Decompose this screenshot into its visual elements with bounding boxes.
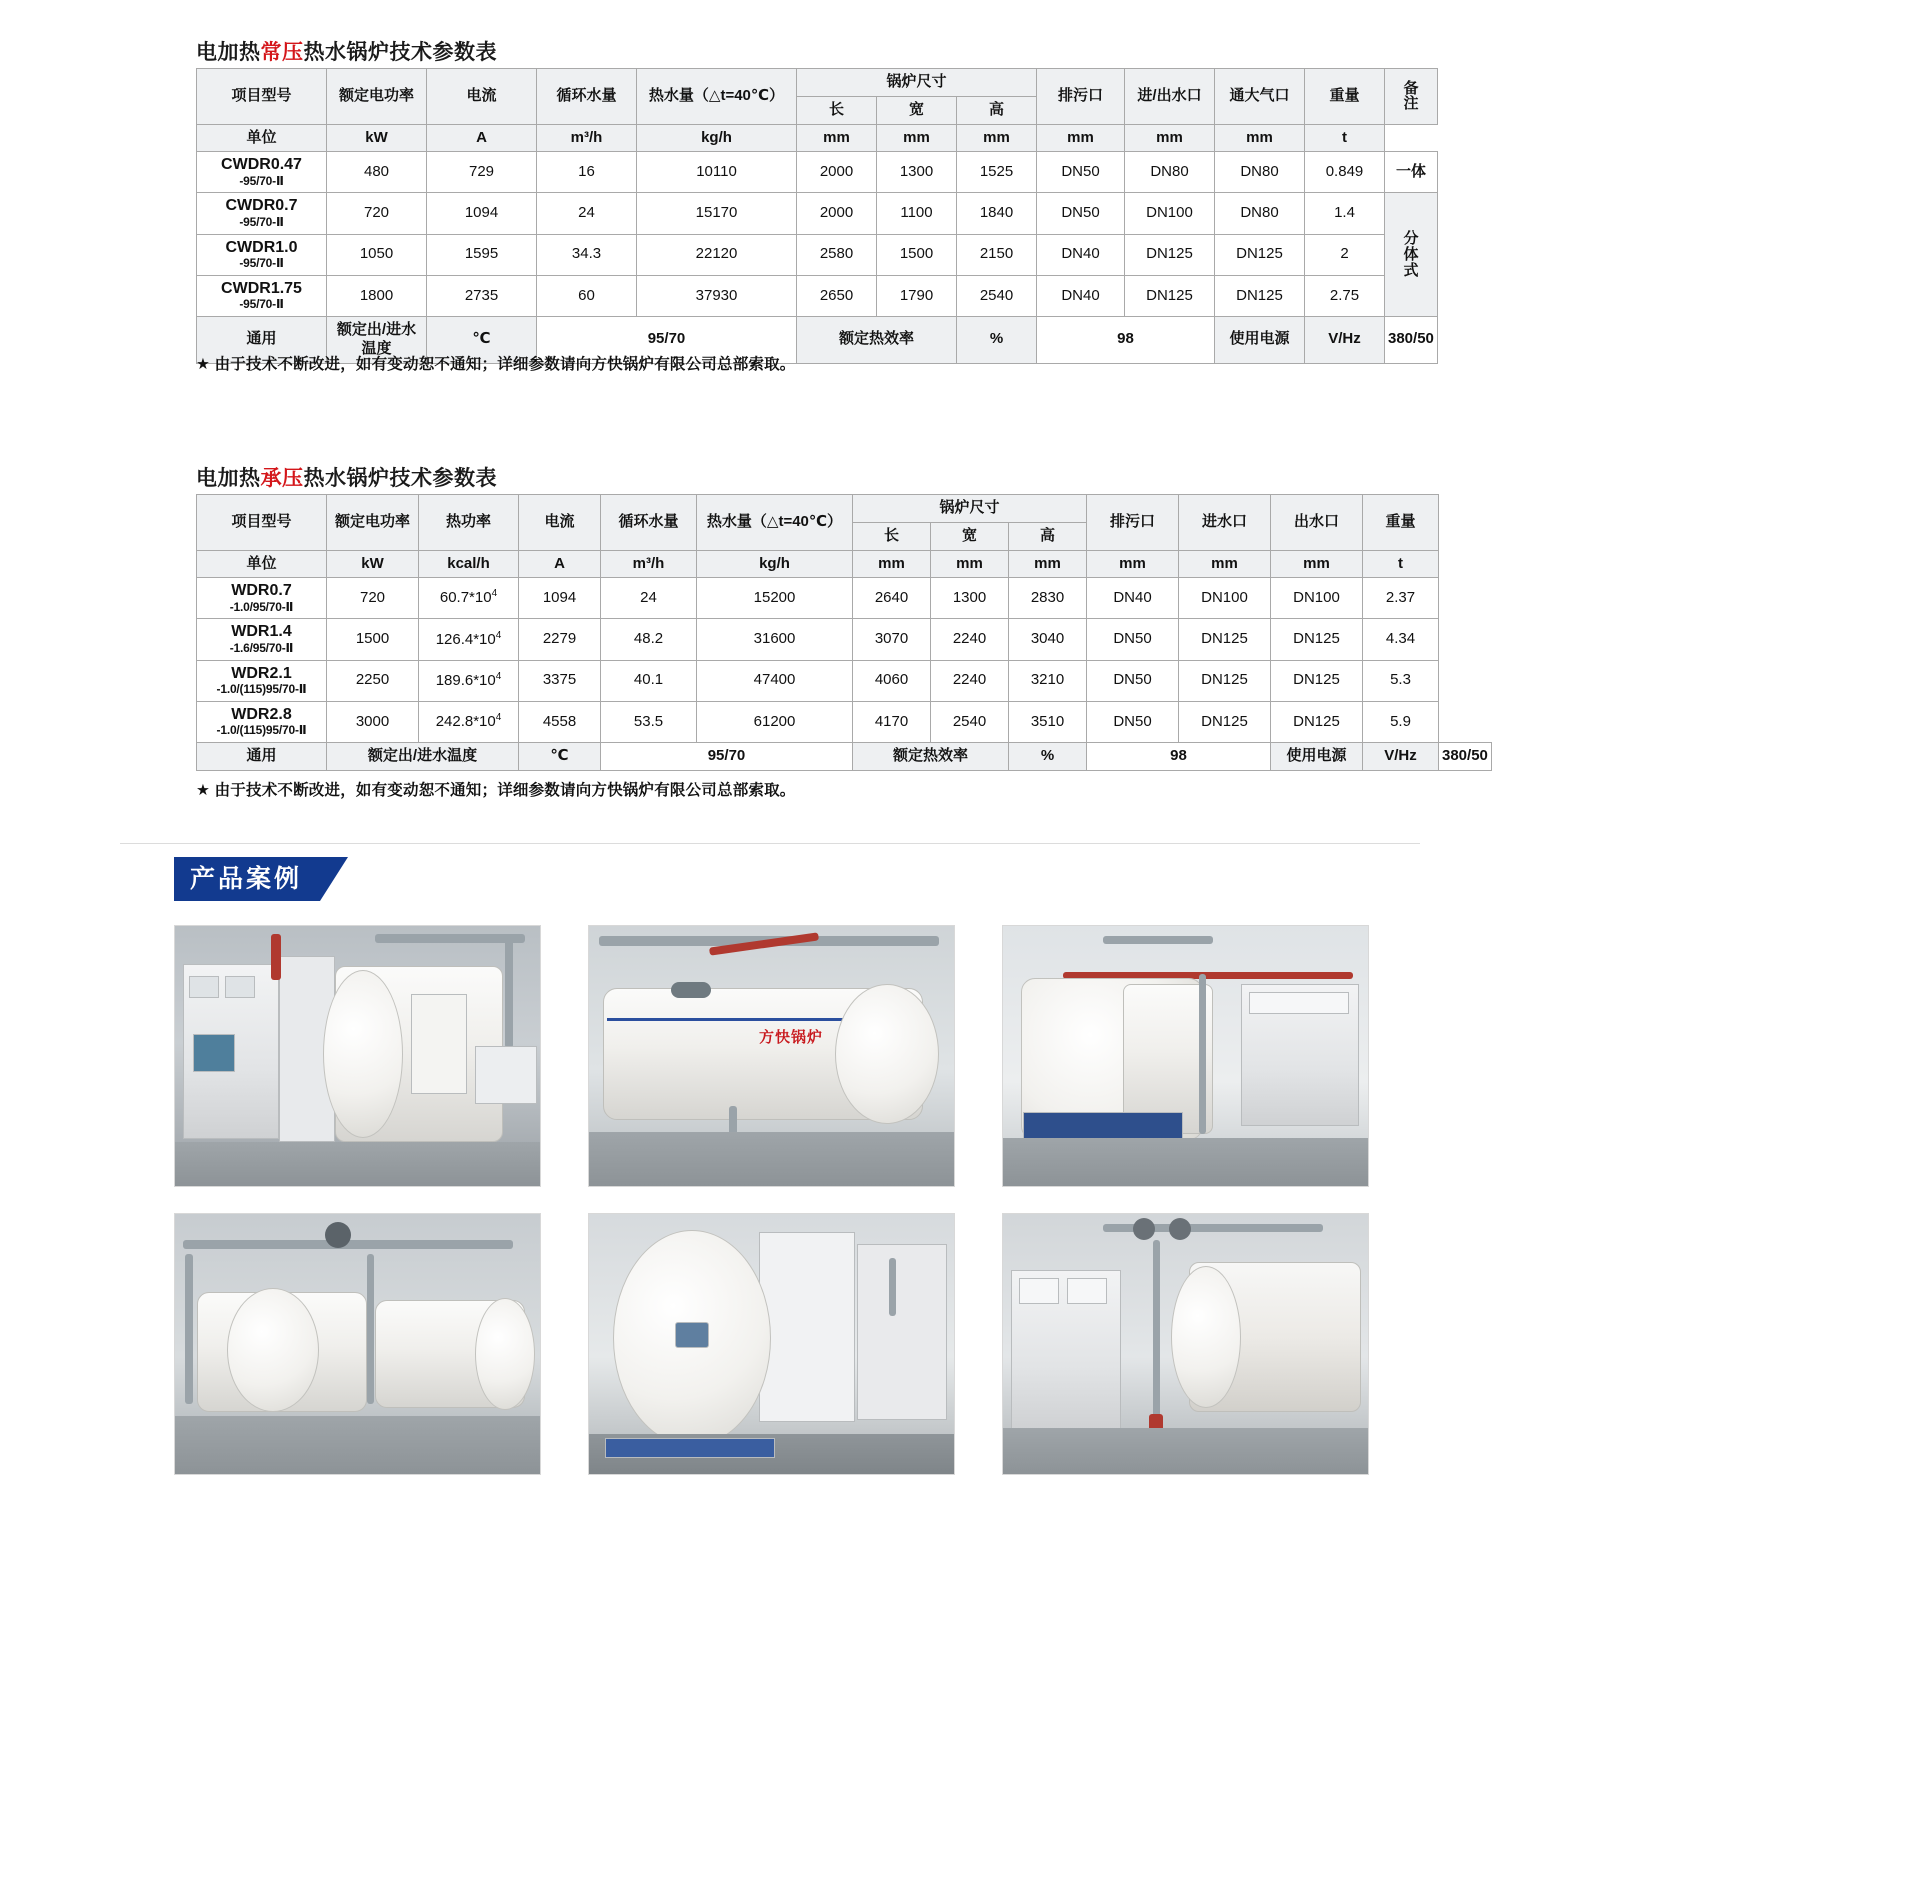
cell-model (197, 619, 327, 660)
th-length: 长 (853, 522, 931, 550)
cell-width: 1100 (877, 193, 957, 234)
cell-model (197, 660, 327, 701)
panel-meter-2 (1067, 1278, 1107, 1304)
table-row (197, 619, 1492, 660)
cell-circulating-water: 48.2 (601, 619, 697, 660)
section2-title-suffix: 热水锅炉技术参数表 (303, 467, 497, 490)
cabinet-hmi-screen (193, 1034, 235, 1072)
unit-inlet: mm (1179, 550, 1271, 578)
th-height: 高 (1009, 522, 1087, 550)
cell-drain: DN50 (1087, 660, 1179, 701)
model-suffix: -1.0/(115)95/70-Ⅱ (216, 723, 307, 738)
th-rated-power: 额定电功率 (327, 69, 427, 125)
cell-circulating-water: 53.5 (601, 701, 697, 742)
cell-outlet: DN125 (1271, 701, 1363, 742)
th-rated-power: 额定电功率 (327, 495, 419, 551)
pressurized-boiler-spec-table (196, 494, 1492, 771)
cell-height: 3040 (1009, 619, 1087, 660)
cell-current: 1595 (427, 234, 537, 275)
th-drain: 排污口 (1087, 495, 1179, 551)
cell-weight: 2.75 (1305, 275, 1385, 316)
cell-remark-split: 分 体 式 (1385, 193, 1438, 317)
cell-drain: DN50 (1037, 193, 1125, 234)
footer-temp-label: 额定出/进水温度 (327, 317, 427, 364)
footer-power-unit: V/Hz (1363, 743, 1439, 771)
unit-vent: mm (1215, 124, 1305, 152)
unit-height: mm (957, 124, 1037, 152)
floor (175, 1142, 540, 1186)
footer-eff-unit: % (1009, 743, 1087, 771)
th-weight: 重量 (1363, 495, 1439, 551)
th-inlet: 进水口 (1179, 495, 1271, 551)
table-row (197, 193, 1438, 234)
cell-rated-power: 1500 (327, 619, 419, 660)
unit-label: 单位 (197, 550, 327, 578)
cell-weight: 5.3 (1363, 660, 1439, 701)
model-suffix: -95/70-Ⅱ (239, 173, 284, 188)
cell-hot-water: 31600 (697, 619, 853, 660)
cell-circulating-water: 60 (537, 275, 637, 316)
cell-rated-power: 1050 (327, 234, 427, 275)
model-suffix: -95/70-Ⅱ (239, 256, 284, 271)
cell-width: 2240 (931, 619, 1009, 660)
model-suffix: -95/70-Ⅱ (239, 214, 284, 229)
th-thermal-power: 热功率 (419, 495, 519, 551)
model-name: CWDR0.47 (221, 156, 302, 174)
vertical-pipe-left (185, 1254, 193, 1404)
table-header-row (197, 69, 1438, 97)
th-model: 项目型号 (197, 495, 327, 551)
unit-label: 单位 (197, 124, 327, 152)
cell-vent: DN80 (1215, 152, 1305, 193)
table-footer-row (197, 743, 1492, 771)
cell-weight: 0.849 (1305, 152, 1385, 193)
unit-height: mm (1009, 550, 1087, 578)
section2-note: ★ 由于技术不断改进，如有变动恕不通知；详细参数请向方快锅炉有限公司总部索取。 (196, 782, 796, 799)
cell-inout-water: DN80 (1125, 152, 1215, 193)
cell-hot-water: 61200 (697, 701, 853, 742)
cell-current: 1094 (519, 578, 601, 619)
panel-meter-1 (1019, 1278, 1059, 1304)
cell-width: 2540 (931, 701, 1009, 742)
cell-current: 3375 (519, 660, 601, 701)
banner-divider (120, 843, 1420, 844)
th-circulating-water: 循环水量 (537, 69, 637, 125)
unit-outlet: mm (1271, 550, 1363, 578)
cell-vent: DN125 (1215, 275, 1305, 316)
model-name: WDR2.1 (231, 664, 292, 682)
thermal-power-exponent: 4 (495, 712, 502, 724)
footer-temp-label: 额定出/进水温度 (327, 743, 519, 771)
cell-rated-power: 1800 (327, 275, 427, 316)
th-current: 电流 (519, 495, 601, 551)
cell-inout-water: DN125 (1125, 275, 1215, 316)
cell-length: 2650 (797, 275, 877, 316)
footer-power-unit: V/Hz (1305, 317, 1385, 364)
boiler-front-door-right (475, 1298, 535, 1410)
model-suffix: -1.0/95/70-Ⅱ (229, 599, 294, 614)
cell-length: 4060 (853, 660, 931, 701)
door-nameplate (675, 1322, 709, 1348)
cell-rated-power: 2250 (327, 660, 419, 701)
unit-drain: mm (1087, 550, 1179, 578)
unit-width: mm (931, 550, 1009, 578)
cell-height: 2540 (957, 275, 1037, 316)
cell-current: 1094 (427, 193, 537, 234)
thermal-power-base: 242.8*10 (435, 713, 496, 731)
cell-model (197, 193, 327, 234)
th-boiler-size: 锅炉尺寸 (853, 495, 1087, 523)
valve-handwheel (325, 1222, 351, 1248)
model-name: CWDR0.7 (225, 197, 298, 215)
cell-inlet: DN125 (1179, 619, 1271, 660)
cell-length: 2580 (797, 234, 877, 275)
unit-circulating-water: m³/h (601, 550, 697, 578)
cell-inlet: DN125 (1179, 701, 1271, 742)
th-width: 宽 (877, 96, 957, 124)
cell-current: 4558 (519, 701, 601, 742)
unit-rated-power: kW (327, 124, 427, 152)
photo-twin-boilers[interactable] (174, 1213, 541, 1475)
model-name: WDR2.8 (231, 705, 292, 723)
product-cases-banner (174, 857, 348, 901)
cell-drain: DN50 (1037, 152, 1125, 193)
footer-eff-value: 98 (1037, 317, 1215, 364)
unit-inout-water: mm (1125, 124, 1215, 152)
cell-height: 2150 (957, 234, 1037, 275)
footer-eff-unit: % (957, 317, 1037, 364)
model-suffix: -1.6/95/70-Ⅱ (229, 640, 294, 655)
footer-power-value: 380/50 (1439, 743, 1492, 771)
cell-drain: DN40 (1087, 578, 1179, 619)
thermal-power-base: 189.6*10 (435, 671, 496, 689)
cell-weight: 4.34 (1363, 619, 1439, 660)
cabinet-meter-1 (189, 976, 219, 998)
footer-temp-value: 95/70 (537, 317, 797, 364)
table-row (197, 152, 1438, 193)
cell-rated-power: 720 (327, 578, 419, 619)
cell-length: 2000 (797, 152, 877, 193)
boiler-front-door (323, 970, 403, 1138)
cell-inlet: DN125 (1179, 660, 1271, 701)
footer-common: 通用 (197, 743, 327, 771)
product-cases-grid (174, 925, 1746, 1475)
cell-vent: DN125 (1215, 234, 1305, 275)
unit-hot-water: kg/h (637, 124, 797, 152)
table-unit-row (197, 550, 1492, 578)
cell-length: 2640 (853, 578, 931, 619)
photo-boiler-front-door[interactable] (588, 1213, 955, 1475)
photo-control-cabinet-boiler[interactable] (174, 925, 541, 1187)
cell-vent: DN80 (1215, 193, 1305, 234)
unit-hot-water: kg/h (697, 550, 853, 578)
floor (1003, 1138, 1368, 1186)
unit-drain: mm (1037, 124, 1125, 152)
cell-drain: DN40 (1037, 275, 1125, 316)
th-model: 项目型号 (197, 69, 327, 125)
cell-model (197, 701, 327, 742)
cell-inlet: DN100 (1179, 578, 1271, 619)
cell-hot-water: 15200 (697, 578, 853, 619)
photo-horizontal-boiler-logo[interactable] (588, 925, 955, 1187)
cell-circulating-water: 34.3 (537, 234, 637, 275)
footer-power-label: 使用电源 (1215, 317, 1305, 364)
banner-arrow-shape (320, 857, 348, 901)
pressure-gauge-2 (1169, 1218, 1191, 1240)
footer-eff-value: 98 (1087, 743, 1271, 771)
table-row (197, 234, 1438, 275)
cell-model (197, 234, 327, 275)
floor (1003, 1428, 1368, 1474)
boiler-base-frame (605, 1438, 775, 1458)
th-current: 电流 (427, 69, 537, 125)
cell-drain: DN50 (1087, 701, 1179, 742)
cell-length: 4170 (853, 701, 931, 742)
footer-common: 通用 (197, 317, 327, 364)
secondary-cabinet (857, 1244, 947, 1420)
cell-thermal-power (419, 701, 519, 742)
cell-rated-power: 720 (327, 193, 427, 234)
footer-eff-label: 额定热效率 (853, 743, 1009, 771)
section1-note: ★ 由于技术不断改进，如有变动恕不通知；详细参数请向方快锅炉有限公司总部索取。 (196, 356, 796, 373)
cell-height: 1525 (957, 152, 1037, 193)
thermal-power-exponent: 4 (491, 588, 498, 600)
cell-height: 2830 (1009, 578, 1087, 619)
cell-outlet: DN125 (1271, 660, 1363, 701)
table-row (197, 275, 1438, 316)
cell-circulating-water: 24 (537, 193, 637, 234)
th-outlet: 出水口 (1271, 495, 1363, 551)
boiler-access-panel (411, 994, 467, 1094)
cell-width: 1300 (877, 152, 957, 193)
cell-circulating-water: 24 (601, 578, 697, 619)
model-name: CWDR1.0 (225, 238, 298, 256)
unit-rated-power: kW (327, 550, 419, 578)
th-hot-water: 热水量（△t=40℃） (637, 69, 797, 125)
th-circulating-water: 循环水量 (601, 495, 697, 551)
model-suffix: -1.0/(115)95/70-Ⅱ (216, 682, 307, 697)
model-suffix: -95/70-Ⅱ (239, 297, 284, 312)
table-unit-row (197, 124, 1438, 152)
side-control-box (475, 1046, 537, 1104)
side-cabinet (759, 1232, 855, 1422)
cell-width: 2240 (931, 660, 1009, 701)
section2-title-prefix: 电加热 (196, 467, 261, 490)
overhead-pipe (375, 934, 525, 943)
model-name: WDR1.4 (231, 623, 292, 641)
boiler-front-door (835, 984, 939, 1124)
unit-width: mm (877, 124, 957, 152)
cell-hot-water: 15170 (637, 193, 797, 234)
th-length: 长 (797, 96, 877, 124)
pressure-gauge (1133, 1218, 1155, 1240)
vertical-pipe-mid (367, 1254, 374, 1404)
th-hot-water: 热水量（△t=40℃） (697, 495, 853, 551)
cell-current: 2279 (519, 619, 601, 660)
cell-weight: 5.9 (1363, 701, 1439, 742)
model-name: CWDR1.75 (221, 279, 302, 297)
overhead-pipe (1103, 936, 1213, 944)
cell-current: 2735 (427, 275, 537, 316)
boiler-front-door-left (227, 1288, 319, 1412)
footer-power-value: 380/50 (1385, 317, 1438, 364)
panel-meter-row (1249, 992, 1349, 1014)
cell-thermal-power (419, 619, 519, 660)
footer-eff-label: 额定热效率 (797, 317, 957, 364)
cell-remark-integrated: 一体 (1385, 152, 1438, 193)
th-inout-water: 进/出水口 (1125, 69, 1215, 125)
cell-hot-water: 22120 (637, 234, 797, 275)
cell-length: 3070 (853, 619, 931, 660)
cell-inout-water: DN100 (1125, 193, 1215, 234)
product-cases-label: 产品案例 (174, 857, 320, 901)
cell-model (197, 152, 327, 193)
th-height: 高 (957, 96, 1037, 124)
model-name: WDR0.7 (231, 582, 292, 600)
cell-model (197, 578, 327, 619)
section1-title-suffix: 热水锅炉技术参数表 (303, 41, 497, 64)
th-drain: 排污口 (1037, 69, 1125, 125)
th-boiler-size: 锅炉尺寸 (797, 69, 1037, 97)
th-width: 宽 (931, 522, 1009, 550)
thermal-power-exponent: 4 (495, 629, 502, 641)
section2-title (196, 462, 497, 492)
atmospheric-boiler-spec-table (196, 68, 1438, 364)
section2-title-highlight: 承压 (260, 467, 304, 490)
cell-length: 2000 (797, 193, 877, 234)
cell-weight: 2 (1305, 234, 1385, 275)
table-header-row (197, 495, 1492, 523)
th-remark: 备 注 (1385, 69, 1438, 125)
flue-connector (671, 982, 711, 998)
floor (589, 1132, 954, 1186)
cell-width: 1790 (877, 275, 957, 316)
boiler-front-door (1171, 1266, 1241, 1408)
cell-circulating-water: 16 (537, 152, 637, 193)
cell-thermal-power (419, 660, 519, 701)
unit-circulating-water: m³/h (537, 124, 637, 152)
cell-current: 729 (427, 152, 537, 193)
vertical-pipe (505, 938, 513, 1048)
cell-height: 1840 (957, 193, 1037, 234)
red-pipe (271, 934, 281, 980)
footer-power-label: 使用电源 (1271, 743, 1363, 771)
cell-outlet: DN125 (1271, 619, 1363, 660)
table-row (197, 660, 1492, 701)
cell-hot-water: 10110 (637, 152, 797, 193)
cell-hot-water: 37930 (637, 275, 797, 316)
section1-table-wrap (196, 68, 1438, 364)
cell-thermal-power (419, 578, 519, 619)
cell-model (197, 275, 327, 316)
cell-height: 3510 (1009, 701, 1087, 742)
thermal-power-base: 60.7*10 (439, 589, 492, 607)
unit-current: A (519, 550, 601, 578)
unit-current: A (427, 124, 537, 152)
unit-weight: t (1305, 124, 1385, 152)
cell-rated-power: 480 (327, 152, 427, 193)
vertical-pipe (889, 1258, 896, 1316)
footer-temp-value: 95/70 (601, 743, 853, 771)
cell-drain: DN40 (1037, 234, 1125, 275)
thermal-power-base: 126.4*10 (435, 630, 496, 648)
brand-logo-text: 方快锅炉 (759, 1029, 824, 1046)
cell-weight: 2.37 (1363, 578, 1439, 619)
section1-title (196, 36, 497, 66)
photo-boiler-and-panels[interactable] (1002, 1213, 1369, 1475)
unit-thermal-power: kcal/h (419, 550, 519, 578)
thermal-power-exponent: 4 (495, 670, 502, 682)
unit-length: mm (853, 550, 931, 578)
vertical-pipe (1199, 974, 1206, 1134)
cell-drain: DN50 (1087, 619, 1179, 660)
section1-title-highlight: 常压 (260, 41, 304, 64)
section2-table-wrap (196, 494, 1492, 771)
section1-title-prefix: 电加热 (196, 41, 261, 64)
table-row (197, 578, 1492, 619)
table-row (197, 701, 1492, 742)
cabinet-meter-2 (225, 976, 255, 998)
th-weight: 重量 (1305, 69, 1385, 125)
vertical-pipe (1153, 1240, 1160, 1420)
cell-outlet: DN100 (1271, 578, 1363, 619)
cell-circulating-water: 40.1 (601, 660, 697, 701)
footer-temp-unit: ℃ (519, 743, 601, 771)
cell-rated-power: 3000 (327, 701, 419, 742)
th-vent: 通大气口 (1215, 69, 1305, 125)
footer-temp-unit: ℃ (427, 317, 537, 364)
cell-weight: 1.4 (1305, 193, 1385, 234)
floor (175, 1416, 540, 1474)
cell-inout-water: DN125 (1125, 234, 1215, 275)
photo-boiler-with-gauges[interactable] (1002, 925, 1369, 1187)
cell-height: 3210 (1009, 660, 1087, 701)
cell-width: 1500 (877, 234, 957, 275)
cell-width: 1300 (931, 578, 1009, 619)
unit-length: mm (797, 124, 877, 152)
cell-hot-water: 47400 (697, 660, 853, 701)
unit-weight: t (1363, 550, 1439, 578)
